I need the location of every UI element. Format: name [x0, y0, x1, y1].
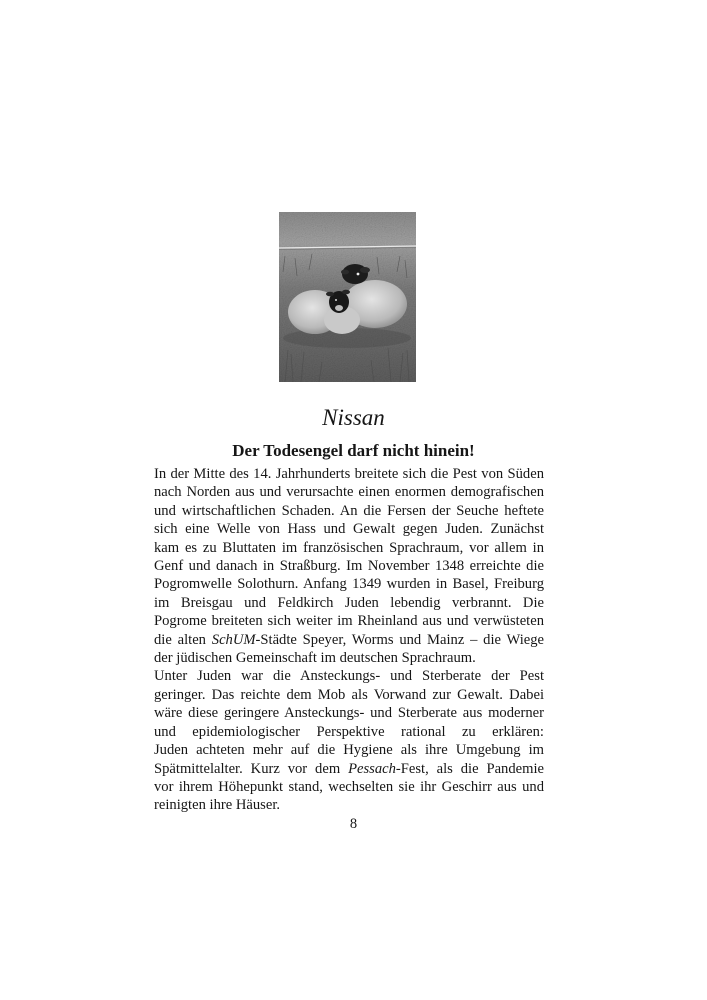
text-segment: reinigten ihre Häuser. [154, 797, 281, 814]
text-line [154, 483, 544, 501]
text-line [154, 557, 544, 575]
section-heading: Der Todesengel darf nicht hinein! [232, 441, 475, 460]
text-line [154, 723, 544, 741]
text-line [154, 612, 544, 630]
text-line [154, 520, 544, 538]
text-segment: und epidemiologischer Perspektive rational zu erklären: [154, 723, 544, 740]
body-text [154, 465, 544, 815]
text-line [154, 796, 544, 814]
text-segment: Genf und danach in Straßburg. Im November 1348 erreichte die [154, 558, 544, 575]
text-segment: vor ihrem Höhepunkt stand, wechselten sie ihr Geschirr aus und [154, 778, 544, 795]
text-line [154, 704, 544, 722]
text-line [154, 649, 544, 667]
text-segment: -Fest, als die Pandemie [395, 760, 544, 777]
text-line [154, 465, 544, 483]
sheep-photo-illustration [279, 212, 416, 382]
text-segment: Juden achteten mehr auf die Hygiene als ihre Umgebung im [154, 742, 544, 759]
text-line [154, 760, 544, 778]
text-segment: Unter Juden war die Ansteckungs- und Sterberate der Pest [154, 668, 544, 685]
text-segment: geringer. Das reichte dem Mob als Vorwand zur Gewalt. Dabei [154, 686, 544, 703]
text-line [154, 502, 544, 520]
text-segment: sich eine Welle von Hass und Gewalt gegen Juden. Zunächst [154, 521, 544, 538]
paragraph [154, 465, 544, 667]
text-segment: der jüdischen Gemeinschaft im deutschen Sprachraum. [154, 650, 476, 667]
text-segment: -Städte Speyer, Worms und Mainz – die Wiege [255, 631, 544, 648]
text-segment: und wirtschaftlichen Schaden. An die Fersen der Seuche heftete [154, 502, 544, 519]
text-segment: In der Mitte des 14. Jahrhunderts breitete sich die Pest von Süden [154, 466, 544, 482]
italic-term: Pessach [348, 760, 396, 777]
text-segment: Pogrome breiteten sich weiter im Rheinland aus und verwüsteten [154, 613, 544, 630]
paragraph [154, 667, 544, 814]
text-segment: Spätmittelalter. Kurz vor dem [154, 760, 349, 777]
text-line [154, 631, 544, 649]
text-segment: die alten [154, 631, 212, 648]
text-line [154, 539, 544, 557]
text-line [154, 686, 544, 704]
italic-term: SchUM [211, 631, 256, 648]
text-line [154, 667, 544, 685]
page-number: 8 [349, 816, 358, 832]
text-line [154, 575, 544, 593]
text-segment: nach Norden aus und verursachte einen enormen demografischen [154, 484, 544, 501]
text-segment: im Breisgau und Feldkirch Juden lebendig verbrannt. Die [154, 594, 544, 611]
text-segment: Pogromwelle Solothurn. Anfang 1349 wurden in Basel, Freiburg [154, 576, 544, 593]
text-line [154, 741, 544, 759]
text-line [154, 594, 544, 612]
sheep-photo [279, 212, 416, 382]
text-line [154, 778, 544, 796]
chapter-title: Nissan [322, 405, 385, 430]
text-segment: wäre diese geringere Ansteckungs- und Sterberate aus moderner [154, 705, 544, 722]
text-segment: kam es zu Bluttaten im französischen Sprachraum, vor allem in [154, 539, 544, 556]
